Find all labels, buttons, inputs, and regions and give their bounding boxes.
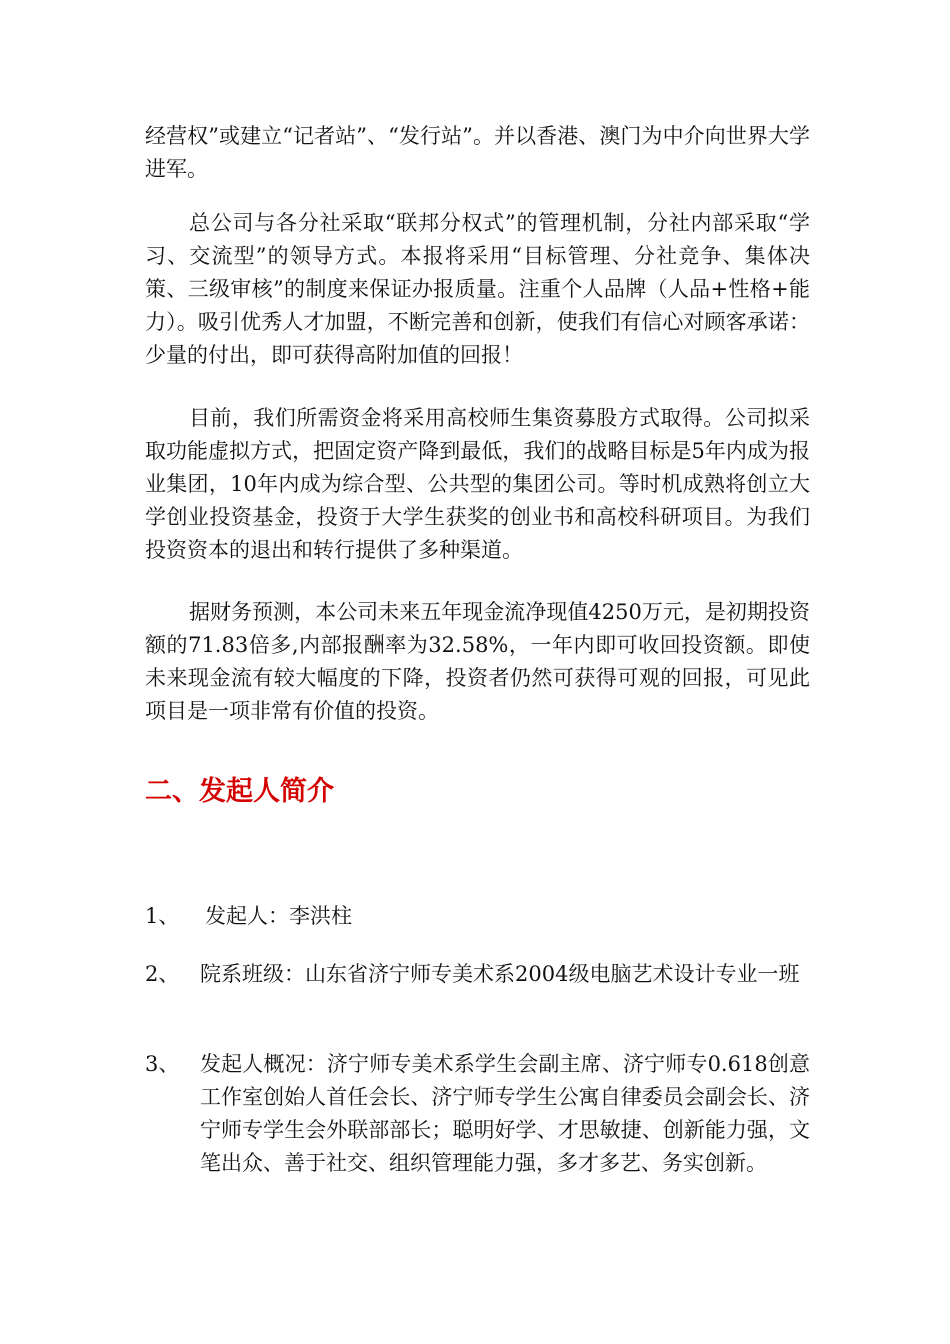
- paragraph-financial-forecast: 据财务预测，本公司未来五年现金流净现值4250万元，是初期投资额的71.83倍多,内部报酬率为32.58%，一年内即可收回投资额。即使未来现金流有较大幅度的下降，投资者仍然可获得可观的回报，可见此项目是一项非常有价值的投资。: [145, 600, 810, 723]
- paragraph-funding: 目前，我们所需资金将采用高校师生集资募股方式取得。公司拟采取功能虚拟方式，把固定资产降到最低，我们的战略目标是5年内成为报业集团，10年内成为综合型、公共型的集团公司。等时机成熟将创立大学创业投资基金，投资于大学生获奖的创业书和高校科研项目。为我们投资资本的退出和转行提供了多种渠道。: [145, 406, 810, 562]
- paragraph-expansion: 经营权”或建立“记者站”、“发行站”。并以香港、澳门为中介向世界大学进军。: [145, 124, 810, 181]
- list-item-text: 发起人概况：济宁师专美术系学生会副主席、济宁师专0.618创意工作室创始人首任会长、济宁师专学生公寓自律委员会副会长、济宁师专学生会外联部部长；聪明好学、才思敏捷、创新能力强，文笔出众、善于社交、组织管理能力强，多才多艺、务实创新。: [200, 1052, 810, 1175]
- section-heading-founder: 二、发起人简介: [145, 776, 334, 807]
- list-item-number: 2、: [145, 962, 180, 986]
- list-item-text: 院系班级：山东省济宁师专美术系2004级电脑艺术设计专业一班: [200, 962, 800, 986]
- paragraph-management: 总公司与各分社采取“联邦分权式”的管理机制，分社内部采取“学习、交流型”的领导方式。本报将采用“目标管理、分社竞争、集体决策、三级审核”的制度来保证办报质量。注重个人品牌（人品+性格+能力）。吸引优秀人才加盟，不断完善和创新，使我们有信心对顾客承诺：少量的付出，即可获得高附加值的回报！: [145, 211, 810, 367]
- list-item-profile: [145, 1048, 810, 1180]
- list-item-department: [145, 958, 810, 991]
- list-item-number: 3、: [145, 1052, 180, 1076]
- list-item-founder: [145, 900, 810, 933]
- list-item-text: 发起人：李洪柱: [205, 904, 352, 928]
- list-item-number: 1、: [145, 904, 180, 928]
